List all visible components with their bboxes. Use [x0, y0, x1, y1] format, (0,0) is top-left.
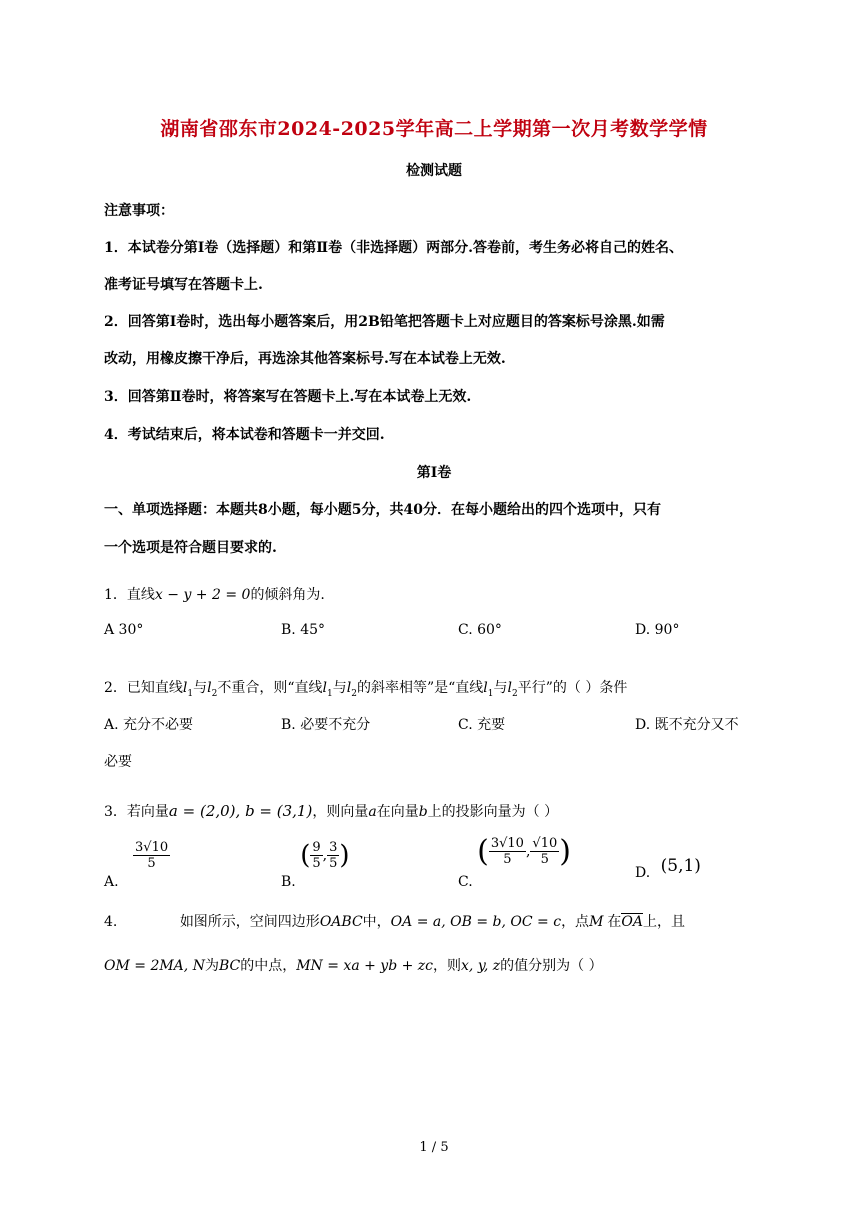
q2-text: 与	[193, 680, 208, 696]
denominator: 5	[147, 856, 156, 871]
q2-option-d-wrap: 必要	[104, 754, 132, 770]
l1-subscript: 1	[487, 688, 494, 699]
vector-oa: OA	[621, 914, 643, 930]
q3-option-c: C. ( $\frac{3√10}{5}$ , $\frac{√10}{5}$ )	[458, 834, 571, 890]
q3-text: ，则向量	[312, 804, 369, 820]
q2-text: 的斜率相等”是“直线	[356, 680, 484, 696]
denominator: 5	[329, 856, 338, 871]
q4-text: 在	[607, 914, 622, 930]
exam-subtitle: 检测试题	[406, 163, 462, 179]
question-2	[104, 677, 627, 699]
vector-mn: MN = xa + yb + zc	[296, 958, 434, 974]
q2-text: 2．已知直线	[104, 680, 183, 696]
q4-text: 中，	[362, 914, 391, 930]
l1-subscript: 1	[187, 688, 194, 699]
q3-option-d	[635, 856, 701, 882]
l1-symbol: l	[182, 680, 188, 696]
q4-vectors: OA = a, OB = b, OC = c	[390, 914, 562, 930]
question-4-line2	[104, 955, 603, 975]
q4-condition: OM = 2MA, N	[104, 958, 205, 974]
q4-text: 上，且	[643, 914, 685, 930]
notice-line: 1．本试卷分第Ⅰ卷（选择题）和第Ⅱ卷（非选择题）两部分.答卷前，考生务必将自己的姓名、	[104, 240, 683, 256]
denominator: 5	[540, 852, 549, 867]
q2-option-c: C. 充要	[458, 717, 506, 733]
notice-line: 3．回答第Ⅱ卷时，将答案写在答题卡上.写在本试卷上无效.	[104, 389, 472, 405]
point-m: M	[589, 914, 604, 930]
q1-option-b: B. 45°	[281, 622, 326, 638]
option-label: D.	[635, 865, 651, 881]
denominator: 5	[312, 856, 321, 871]
l2-symbol: l	[207, 680, 212, 696]
notice-line: 2．回答第Ⅰ卷时，选出每小题答案后，用2B铅笔把答题卡上对应题目的答案标号涂黑.如需	[104, 314, 665, 330]
l1-symbol: l	[483, 680, 488, 696]
notice-line: 4．考试结束后，将本试卷和答题卡一并交回.	[104, 427, 385, 443]
exam-title: 湖南省邵东市2024-2025学年高二上学期第一次月考数学学情	[160, 118, 708, 140]
vector-b: b	[418, 804, 428, 820]
q3-option-b: B. ( $\frac{9}{5}$ , $\frac{3}{5}$ )	[281, 840, 350, 890]
vector-a: a	[368, 804, 377, 820]
notice-line: 准考证号填写在答题卡上.	[104, 277, 263, 293]
l2-subscript: 2	[211, 688, 218, 699]
q2-option-d: D. 既不充分又不	[635, 717, 739, 733]
l2-subscript: 2	[512, 688, 518, 699]
q1-option-a: A 30°	[104, 622, 144, 638]
section-instructions: 一个选项是符合题目要求的.	[104, 540, 277, 556]
fraction	[327, 840, 339, 871]
l2-symbol: l	[507, 680, 512, 696]
q4-text: ，点	[561, 914, 590, 930]
q3-vectors: a = (2,0), b = (3,1)	[168, 802, 313, 820]
q2-option-a: A. 充分不必要	[104, 717, 194, 733]
q3-option-a	[104, 840, 170, 890]
q2-text: 不重合，则“直线	[217, 680, 323, 696]
fraction	[133, 840, 170, 871]
denominator: 5	[503, 852, 512, 867]
notice-line: 改动，用橡皮擦干净后，再选涂其他答案标号.写在本试卷上无效.	[104, 351, 506, 367]
fraction	[489, 836, 526, 867]
q2-text: 平行”的（ ）条件	[517, 680, 628, 696]
q2-option-b: B. 必要不充分	[281, 717, 371, 733]
q1-suffix: 的倾斜角为.	[250, 587, 325, 603]
q4-number: 4.	[104, 914, 118, 930]
fraction	[530, 836, 559, 867]
question-3	[104, 801, 558, 821]
numerator: 3√10	[135, 840, 169, 855]
q1-equation: x − y + 2 = 0	[154, 587, 251, 603]
fraction	[310, 840, 322, 871]
numerator: √10	[532, 836, 558, 851]
q2-text: 与	[332, 680, 347, 696]
part1-heading: 第Ⅰ卷	[416, 465, 452, 481]
option-label: B.	[281, 873, 296, 890]
q3-text: 在向量	[376, 804, 419, 820]
l1-symbol: l	[322, 680, 328, 696]
q4-unknowns: x, y, z	[461, 958, 501, 974]
q3-text: 3．若向量	[104, 804, 169, 820]
l2-symbol: l	[346, 680, 352, 696]
numerator: 9	[312, 840, 321, 855]
numerator: 3	[329, 840, 338, 855]
option-label: A.	[104, 873, 119, 890]
l1-subscript: 1	[327, 688, 333, 699]
q4-text: 如图所示，空间四边形	[179, 914, 320, 930]
section-instructions: 一、单项选择题：本题共8小题，每小题5分，共40分．在每小题给出的四个选项中，只有	[104, 502, 661, 518]
q4-quad: OABC	[319, 914, 363, 930]
q4-text: 的中点，	[240, 958, 297, 974]
l2-subscript: 2	[351, 688, 357, 699]
numerator: 3√10	[490, 836, 524, 851]
page-number: 1 / 5	[419, 1140, 449, 1155]
question-1	[104, 584, 325, 604]
notice-heading: 注意事项：	[104, 203, 174, 219]
q3-text: 上的投影向量为（ ）	[427, 804, 559, 820]
q1-option-d: D. 90°	[635, 622, 680, 638]
segment-bc: BC	[218, 958, 241, 974]
option-label: C.	[458, 873, 473, 890]
question-4	[104, 911, 768, 931]
q4-text: 为	[204, 958, 219, 974]
q4-text: 的值分别为（ ）	[500, 958, 603, 974]
q1-prefix: 1．直线	[104, 587, 155, 603]
option-value: (5,1)	[660, 856, 701, 876]
q2-text: 与	[493, 680, 508, 696]
q1-option-c: C. 60°	[458, 622, 502, 638]
q4-text: ，则	[433, 958, 462, 974]
